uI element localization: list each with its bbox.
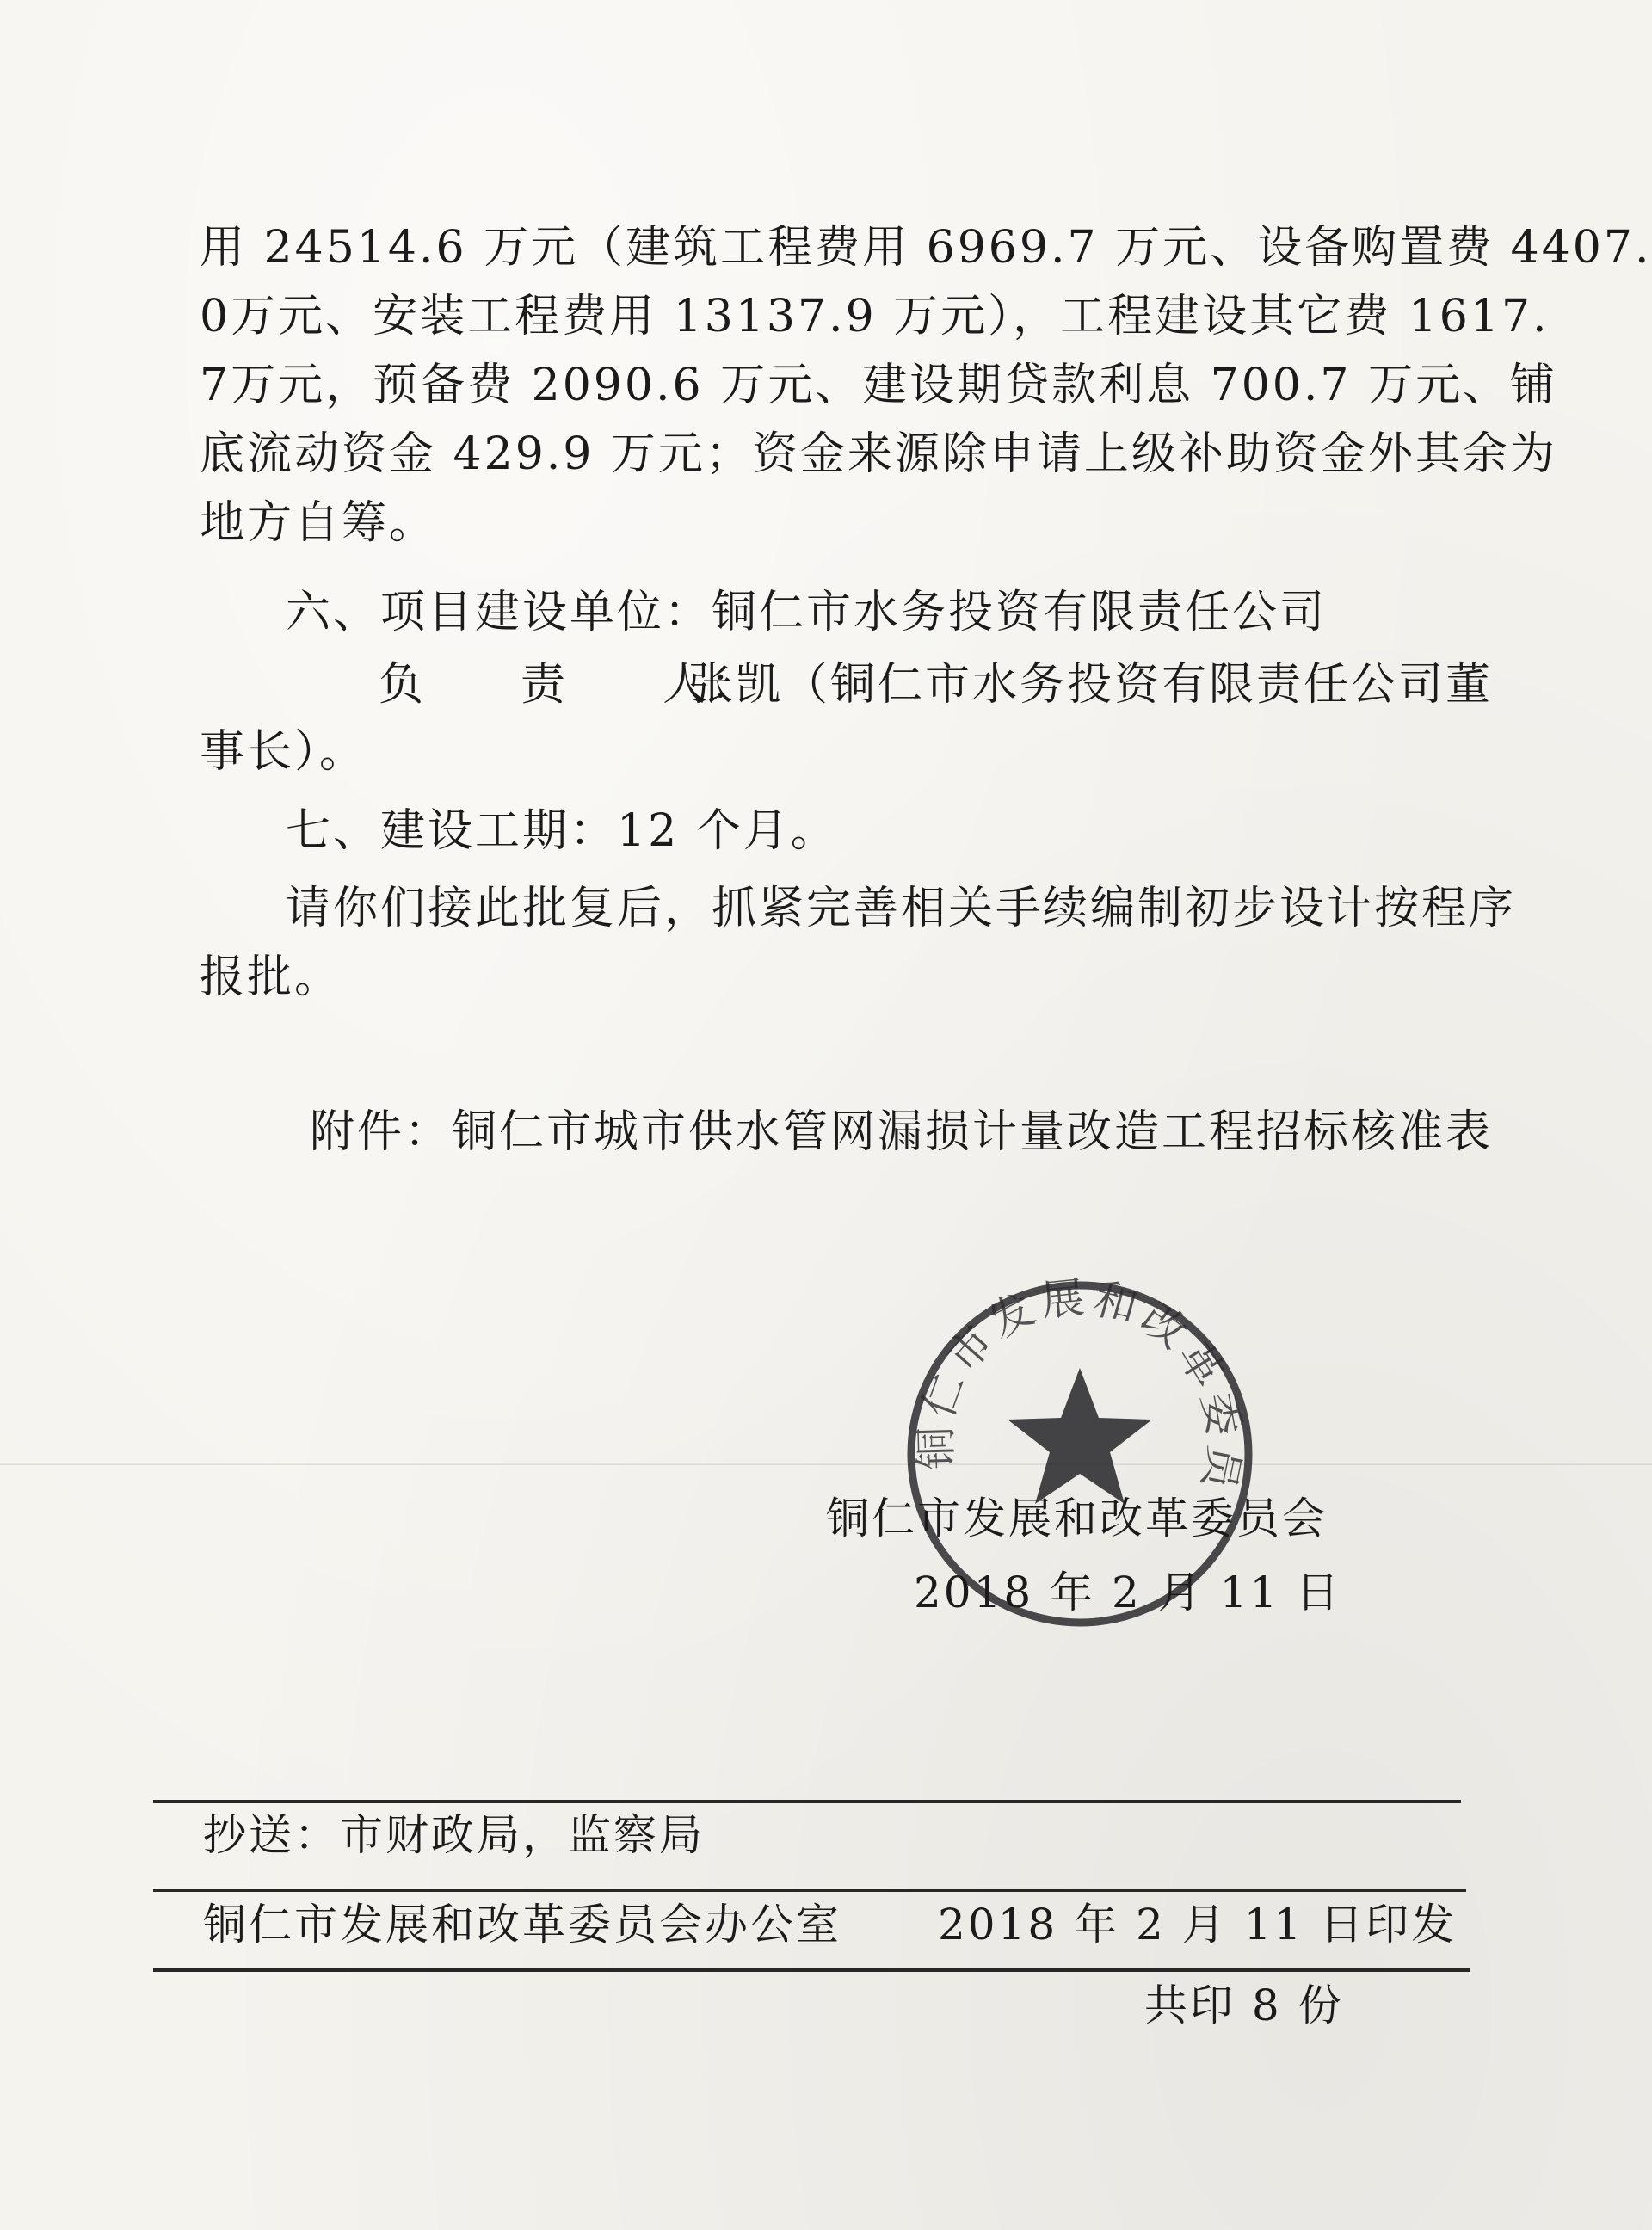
item-seven-construction-period: 七、建设工期：12 个月。 bbox=[286, 805, 838, 857]
footer-bottom-rule bbox=[153, 1968, 1470, 1972]
body-line-5: 地方自筹。 bbox=[200, 497, 437, 549]
footer-top-rule bbox=[153, 1800, 1461, 1803]
responsible-person-value: 张凯（铜仁市水务投资有限责任公司董 bbox=[688, 659, 1494, 711]
issuing-office: 铜仁市发展和改革委员会办公室 bbox=[203, 1900, 841, 1950]
body-line-2: 0万元、安装工程费用 13137.9 万元），工程建设其它费 1617. bbox=[200, 291, 1550, 342]
footer-middle-rule bbox=[153, 1889, 1466, 1892]
body-line-3: 7万元，预备费 2090.6 万元、建设期贷款利息 700.7 万元、铺 bbox=[200, 360, 1558, 411]
seal-ring-text: 铜仁市发展和改革委员 bbox=[910, 1273, 1250, 1499]
cc-line: 抄送：市财政局，监察局 bbox=[203, 1810, 705, 1860]
attachment-line: 附件：铜仁市城市供水管网漏损计量改造工程招标核准表 bbox=[310, 1106, 1494, 1158]
issue-date: 2018 年 2 月 11 日 bbox=[914, 1568, 1342, 1617]
request-line-2: 报批。 bbox=[200, 952, 342, 1003]
print-date: 2018 年 2 月 11 日印发 bbox=[938, 1900, 1458, 1950]
responsible-person-continuation: 事长）。 bbox=[200, 726, 367, 778]
star-icon bbox=[1008, 1368, 1152, 1504]
body-line-1: 用 24514.6 万元（建筑工程费用 6969.7 万元、设备购置费 4407. bbox=[200, 222, 1652, 274]
item-six-construction-unit: 六、项目建设单位：铜仁市水务投资有限责任公司 bbox=[286, 587, 1328, 638]
body-line-4: 底流动资金 429.9 万元；资金来源除申请上级补助资金外其余为 bbox=[200, 428, 1557, 480]
request-line-1: 请你们接此批复后，抓紧完善相关手续编制初步设计按程序 bbox=[286, 883, 1517, 934]
responsible-person-label: 负 责 人： bbox=[379, 659, 758, 711]
copies-count: 共印 8 份 bbox=[1144, 1981, 1344, 2030]
paper-fold-line bbox=[0, 1463, 1652, 1465]
issuer-name: 铜仁市发展和改革委员会 bbox=[826, 1494, 1328, 1543]
